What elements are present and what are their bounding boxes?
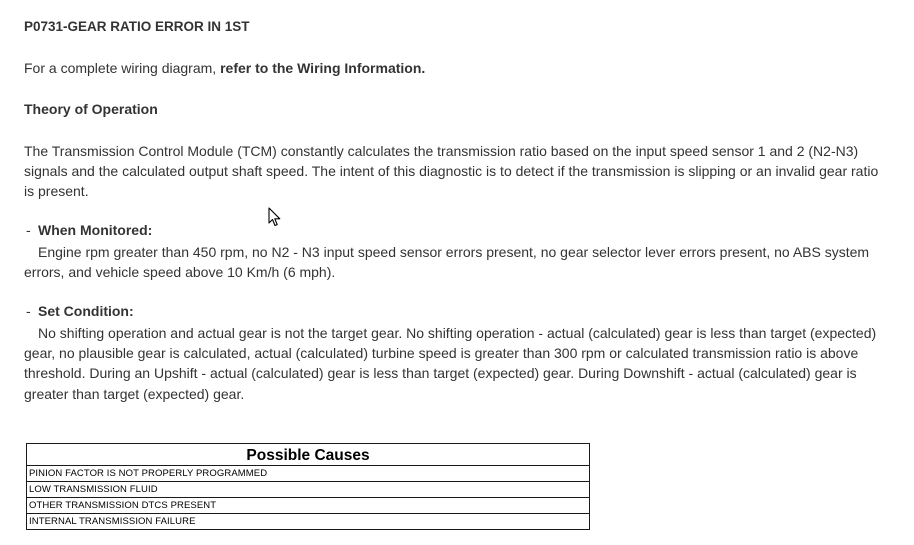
table-row — [27, 466, 590, 482]
when-monitored-heading — [26, 222, 152, 238]
table-row — [27, 514, 590, 530]
cause-cell: INTERNAL TRANSMISSION FAILURE — [29, 515, 196, 527]
when-monitored-line: Engine rpm greater than 450 rpm, no N2 - N3 input speed sensor errors present, no gear selector lever errors present, no ABS system — [38, 244, 870, 260]
possible-causes-header: Possible Causes — [27, 444, 590, 466]
set-condition-heading — [26, 303, 134, 319]
bullet-dash: - — [26, 222, 31, 238]
wiring-intro-text: For a complete wiring diagram, — [24, 60, 221, 76]
mouse-pointer-icon — [268, 207, 282, 227]
set-condition-paragraph — [24, 323, 908, 404]
cause-cell: PINION FACTOR IS NOT PROPERLY PROGRAMMED — [27, 466, 590, 482]
wiring-reference-line — [24, 60, 425, 76]
cause-cell: OTHER TRANSMISSION DTCS PRESENT — [27, 498, 590, 514]
theory-line: is present. — [24, 183, 89, 200]
set-condition-line: No shifting operation and actual gear is not the target gear. No shifting operation - actual (calculated) gear is less than target (expected) — [38, 325, 877, 341]
table-row — [27, 498, 590, 514]
page-title: P0731-GEAR RATIO ERROR IN 1ST — [24, 19, 250, 34]
theory-line: The Transmission Control Module (TCM) constantly calculates the transmission ratio based on the input speed sensor 1 and 2 (N2-N3) — [24, 143, 859, 159]
theory-paragraph — [24, 141, 908, 202]
set-condition-label: Set Condition: — [38, 303, 134, 319]
when-monitored-label: When Monitored: — [38, 222, 153, 238]
possible-causes-table — [26, 443, 590, 530]
theory-heading: Theory of Operation — [24, 101, 158, 117]
wiring-information-link[interactable]: refer to the Wiring Information. — [220, 60, 426, 76]
cause-cell: LOW TRANSMISSION FLUID — [27, 482, 590, 498]
theory-line: signals and the calculated output shaft speed. The intent of this diagnostic is to detect if the transmission is slipping or an invalid gear ratio — [24, 163, 879, 180]
bullet-dash: - — [26, 303, 31, 319]
table-row — [27, 482, 590, 498]
set-condition-line: gear, no plausible gear is calculated, actual (calculated) turbine speed is greater than 300 rpm or calculated transmission ratio is above — [24, 345, 859, 362]
set-condition-line: threshold. During an Upshift - actual (calculated) gear is less than target (expected) gear. During Downshift - actual (calculated) gear is — [24, 365, 857, 382]
when-monitored-line: errors, and vehicle speed above 10 Km/h (6 mph). — [24, 264, 336, 281]
set-condition-line: greater than target (expected) gear. — [24, 385, 245, 402]
when-monitored-paragraph — [24, 242, 908, 282]
